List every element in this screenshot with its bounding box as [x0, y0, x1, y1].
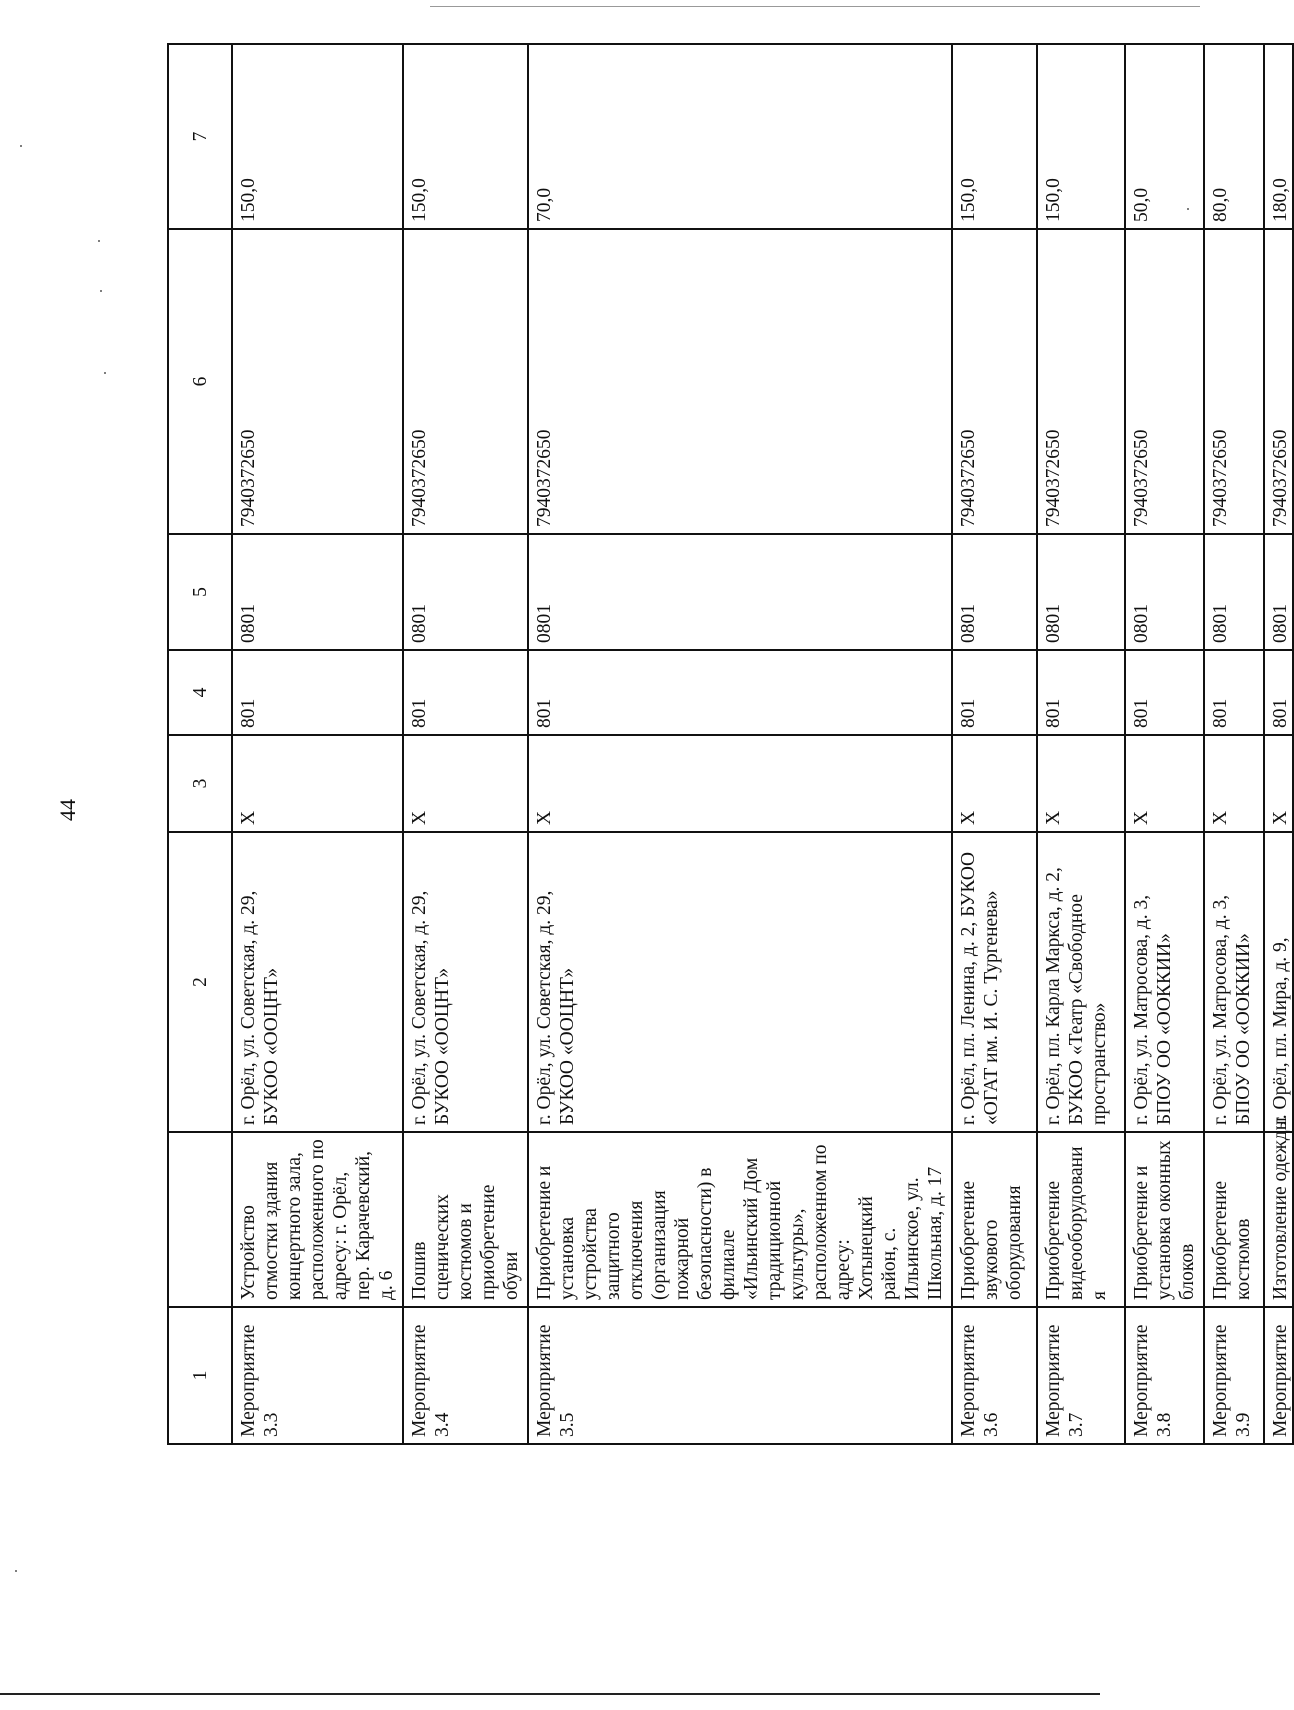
mark-cell: X [403, 735, 528, 832]
recipient-address: г. Орёл, ул. Матросова, д. 3, БПОУ ОО «ООККИИ» [1125, 832, 1204, 1132]
table-row [1264, 44, 1293, 1444]
section-code-cell: 0801 [1125, 534, 1204, 650]
amount-cell: 150,0 [1037, 44, 1125, 229]
header-cell: 7 [168, 44, 232, 229]
table-row [232, 44, 403, 1444]
recipient-address: г. Орёл, пл. Карла Маркса, д. 2, БУКОО «Театр «Свободное пространство» [1037, 832, 1125, 1132]
section-code-cell: 0801 [528, 534, 952, 650]
scan-speck [15, 1570, 17, 1572]
code-cell: 801 [1204, 650, 1264, 735]
measure-description: Приобретение костюмов [1204, 1132, 1264, 1307]
recipient-address: г. Орёл, ул. Советская, д. 29, БУКОО «ООЦНТ» [232, 832, 403, 1132]
budget-measures-table [167, 43, 1294, 1445]
mark-cell: X [1125, 735, 1204, 832]
scan-speck [104, 372, 106, 374]
recipient-address: г. Орёл, пл. Ленина, д. 2, БУКОО «ОГАТ им. И. С. Тургенева» [952, 832, 1037, 1132]
measure-description: Приобретение звукового оборудования [952, 1132, 1037, 1307]
measure-description: Приобретение видеооборудования [1037, 1132, 1125, 1307]
recipient-address: г. Орёл, пл. Мира, д. 9, [1264, 832, 1293, 1132]
code-cell: 801 [232, 650, 403, 735]
target-article-cell: 7940372650 [528, 229, 952, 534]
measure-description: Изготовление одежды [1264, 1132, 1293, 1307]
recipient-address: г. Орёл, ул. Советская, д. 29, БУКОО «ООЦНТ» [528, 832, 952, 1132]
table-row [1204, 44, 1264, 1444]
measure-name: Мероприятие 3.4 [403, 1307, 528, 1444]
target-article-cell: 7940372650 [1264, 229, 1293, 534]
section-code-cell: 0801 [1037, 534, 1125, 650]
mark-cell: X [952, 735, 1037, 832]
table-row [403, 44, 528, 1444]
measure-description: Пошив сценических костюмов и приобретение обуви [403, 1132, 528, 1307]
measure-name: Мероприятие [1264, 1307, 1293, 1444]
recipient-address: г. Орёл, ул. Матросова, д. 3, БПОУ ОО «ООККИИ» [1204, 832, 1264, 1132]
measure-name: Мероприятие 3.9 [1204, 1307, 1264, 1444]
recipient-address: г. Орёл, ул. Советская, д. 29, БУКОО «ООЦНТ» [403, 832, 528, 1132]
code-cell: 801 [1037, 650, 1125, 735]
section-code-cell: 0801 [1204, 534, 1264, 650]
measure-name: Мероприятие 3.8 [1125, 1307, 1204, 1444]
scan-speck [20, 145, 22, 147]
mark-cell: X [528, 735, 952, 832]
header-cell: 3 [168, 735, 232, 832]
rotated-table-container [167, 45, 1291, 1445]
table-row [952, 44, 1037, 1444]
amount-cell: 150,0 [403, 44, 528, 229]
table-row [1125, 44, 1204, 1444]
mark-cell: X [1204, 735, 1264, 832]
scan-speck [100, 290, 102, 292]
measure-description: Приобретение и установка устройства защитного отключения (организация пожарной безопасности) в филиале «Ильинский Дом традиционной культуры», расположенном по адресу: Хотынецкий район, с. Ильинское, ул. Школьная, д. 17 [528, 1132, 952, 1307]
section-code-cell: 0801 [403, 534, 528, 650]
header-cell: 2 [168, 832, 232, 1132]
section-code-cell: 0801 [952, 534, 1037, 650]
table-header-row [168, 44, 232, 1444]
header-cell: 4 [168, 650, 232, 735]
table-row [528, 44, 952, 1444]
target-article-cell: 7940372650 [232, 229, 403, 534]
amount-cell: 150,0 [232, 44, 403, 229]
scan-speck [1187, 208, 1189, 210]
mark-cell: X [1037, 735, 1125, 832]
amount-cell: 50,0 [1125, 44, 1204, 229]
code-cell: 801 [403, 650, 528, 735]
target-article-cell: 7940372650 [1204, 229, 1264, 534]
measure-name: Мероприятие 3.5 [528, 1307, 952, 1444]
measure-description: Устройство отмостки здания концертного зала, расположенного по адресу: г. Орёл, пер. Карачевский, д. 6 [232, 1132, 403, 1307]
scan-bottom-line [0, 1693, 1100, 1695]
measure-description: Приобретение и установка оконных блоков [1125, 1132, 1204, 1307]
table-row [1037, 44, 1125, 1444]
code-cell: 801 [528, 650, 952, 735]
measure-name: Мероприятие 3.6 [952, 1307, 1037, 1444]
measure-name: Мероприятие 3.3 [232, 1307, 403, 1444]
mark-cell: X [232, 735, 403, 832]
header-cell [168, 1132, 232, 1307]
section-code-cell: 0801 [1264, 534, 1293, 650]
code-cell: 801 [1125, 650, 1204, 735]
amount-cell: 80,0 [1204, 44, 1264, 229]
scan-speck [98, 240, 100, 242]
page-number: 44 [55, 799, 80, 821]
target-article-cell: 7940372650 [1037, 229, 1125, 534]
code-cell: 801 [1264, 650, 1293, 735]
code-cell: 801 [952, 650, 1037, 735]
amount-cell: 180,0 [1264, 44, 1293, 229]
target-article-cell: 7940372650 [403, 229, 528, 534]
header-cell: 5 [168, 534, 232, 650]
amount-cell: 70,0 [528, 44, 952, 229]
measure-name: Мероприятие 3.7 [1037, 1307, 1125, 1444]
header-cell: 6 [168, 229, 232, 534]
header-cell: 1 [168, 1307, 232, 1444]
amount-cell: 150,0 [952, 44, 1037, 229]
target-article-cell: 7940372650 [1125, 229, 1204, 534]
section-code-cell: 0801 [232, 534, 403, 650]
target-article-cell: 7940372650 [952, 229, 1037, 534]
scan-edge-line [430, 6, 1200, 7]
mark-cell: X [1264, 735, 1293, 832]
